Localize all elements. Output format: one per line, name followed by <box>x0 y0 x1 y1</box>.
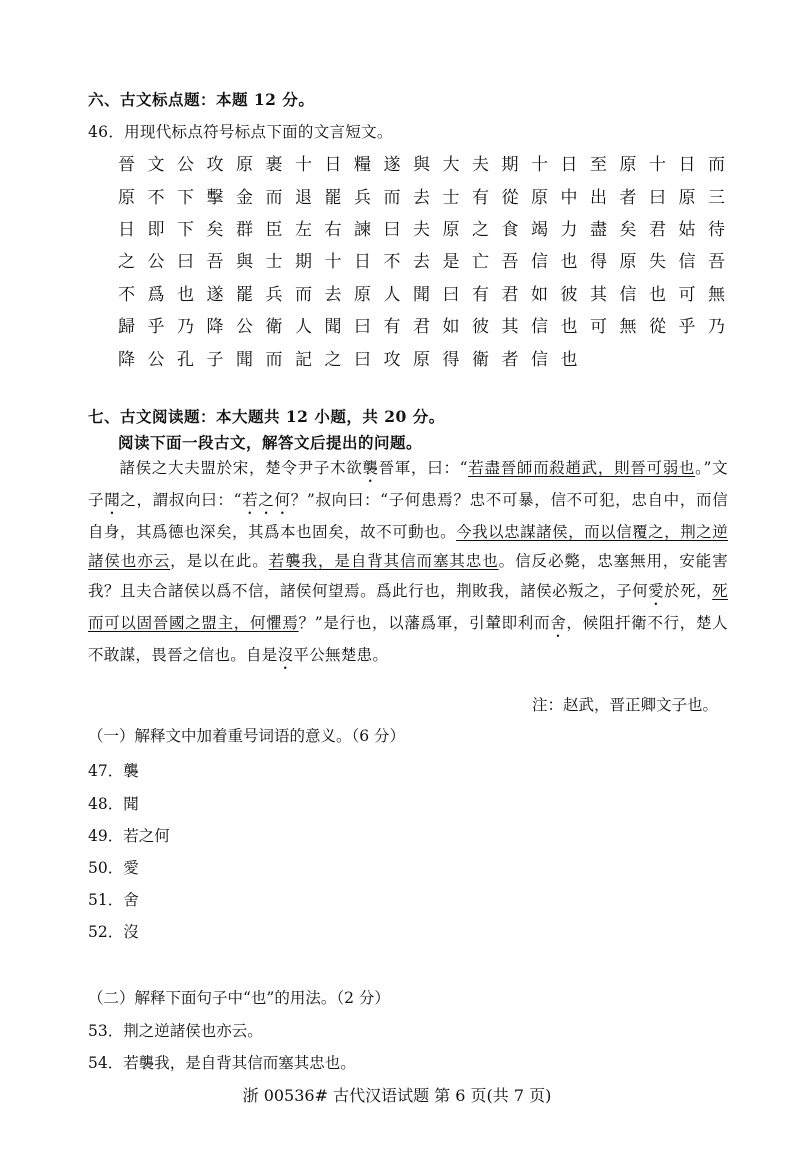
underlined-sentence-2: 今我以忠謀諸侯，而以信覆之，荆之逆諸侯也亦云 <box>88 523 729 571</box>
emphasis-word-wen: 聞 <box>104 491 121 509</box>
question-51: 51．舍 <box>88 891 139 909</box>
section6-heading: 六、古文标点题：本题 12 分。 <box>88 90 315 109</box>
question-47: 47．襲 <box>88 762 139 780</box>
emphasis-word-xi: 襲 <box>362 459 379 477</box>
emphasis-word-ai: 愛 <box>648 581 665 600</box>
question-50: 50．愛 <box>88 859 139 877</box>
emphasis-word-ruozhihe: 若之何 <box>241 491 291 509</box>
question-52: 52．沒 <box>88 923 139 941</box>
underlined-sentence-1: 若盡晉師而殺趙武，則晉可弱也 <box>467 459 696 477</box>
grid-row: 之 公 曰 吾 與 士 期 十 日 不 去 是 亡 吾 信 也 得 原 失 信 吾 <box>118 252 725 272</box>
grid-row: 原 不 下 擊 金 而 退 罷 兵 而 去 士 有 從 原 中 出 者 曰 原 三 <box>118 188 725 208</box>
section7-subheading: 阅读下面一段古文，解答文后提出的问题。 <box>118 433 423 452</box>
grid-row: 日 即 下 矣 群 臣 左 右 諫 曰 夫 原 之 食 竭 力 盡 矣 君 姑 待 <box>118 220 725 240</box>
question-53: 53．荆之逆諸侯也亦云。 <box>88 1022 263 1040</box>
underlined-sentence-4: 死而可以固晉國之盟主，何懼焉 <box>88 581 728 632</box>
question-48: 48．聞 <box>88 795 139 813</box>
grid-row: 歸 乎 乃 降 公 衛 人 聞 曰 有 君 如 彼 其 信 也 可 無 從 乎 乃 <box>118 317 725 337</box>
ancient-passage: 諸侯之大夫盟於宋，楚令尹子木欲襲晉軍，曰：“若盡晉師而殺趙武，則晉可弱也。”文子聞之，謂叔向曰：“若之何？”叔向曰：“子何患焉？忠不可暴，信不可犯，忠自中，而信自身，其爲德也深矣，其爲本也固矣，故不可動也。今我以忠謀諸侯，而以信覆之，荆之逆諸侯也亦云，是以在此。若襲我，是自背其信而塞其忠也。信反必斃，忠塞無用，安能害我？且夫合諸侯以爲不信，諸侯何望焉。爲此行也，荆敗我，諸侯必叛之，子何愛於死，死而可以固晉國之盟主，何懼焉？”是行也，以藩爲軍，引輦即利而舍，候阻扞衛不行，楚人不敢謀，畏晉之信也。自是沒平公無楚患。 <box>88 459 729 664</box>
question-54: 54．若襲我，是自背其信而塞其忠也。 <box>88 1054 356 1072</box>
emphasis-word-mo: 沒 <box>277 645 294 664</box>
section7-heading: 七、古文阅读题：本大题共 12 小题，共 20 分。 <box>88 407 445 426</box>
emphasis-word-she: 舍 <box>550 613 567 632</box>
passage-note: 注：赵武，晋正卿文子也。 <box>531 696 718 714</box>
page-footer: 浙 00536# 古代汉语试题 第 6 页(共 7 页) <box>242 1086 552 1105</box>
grid-row: 晉 文 公 攻 原 裹 十 日 糧 遂 與 大 夫 期 十 日 至 原 十 日 而 <box>118 155 725 175</box>
part1-heading: （一）解释文中加着重号词语的意义。（6 分） <box>88 727 406 745</box>
part2-heading: （二）解释下面句子中“也”的用法。（2 分） <box>88 989 390 1007</box>
underlined-sentence-3: 若襲我，是自背其信而塞其忠也 <box>268 552 499 571</box>
grid-row: 不 爲 也 遂 罷 兵 而 去 原 人 聞 曰 有 君 如 彼 其 信 也 可 無 <box>118 285 725 305</box>
question-46: 46．用现代标点符号标点下面的文言短文。 <box>88 123 393 141</box>
grid-row: 降 公 孔 子 聞 而 記 之 曰 攻 原 得 衛 者 信 也 <box>118 350 578 370</box>
question-49: 49．若之何 <box>88 827 170 845</box>
